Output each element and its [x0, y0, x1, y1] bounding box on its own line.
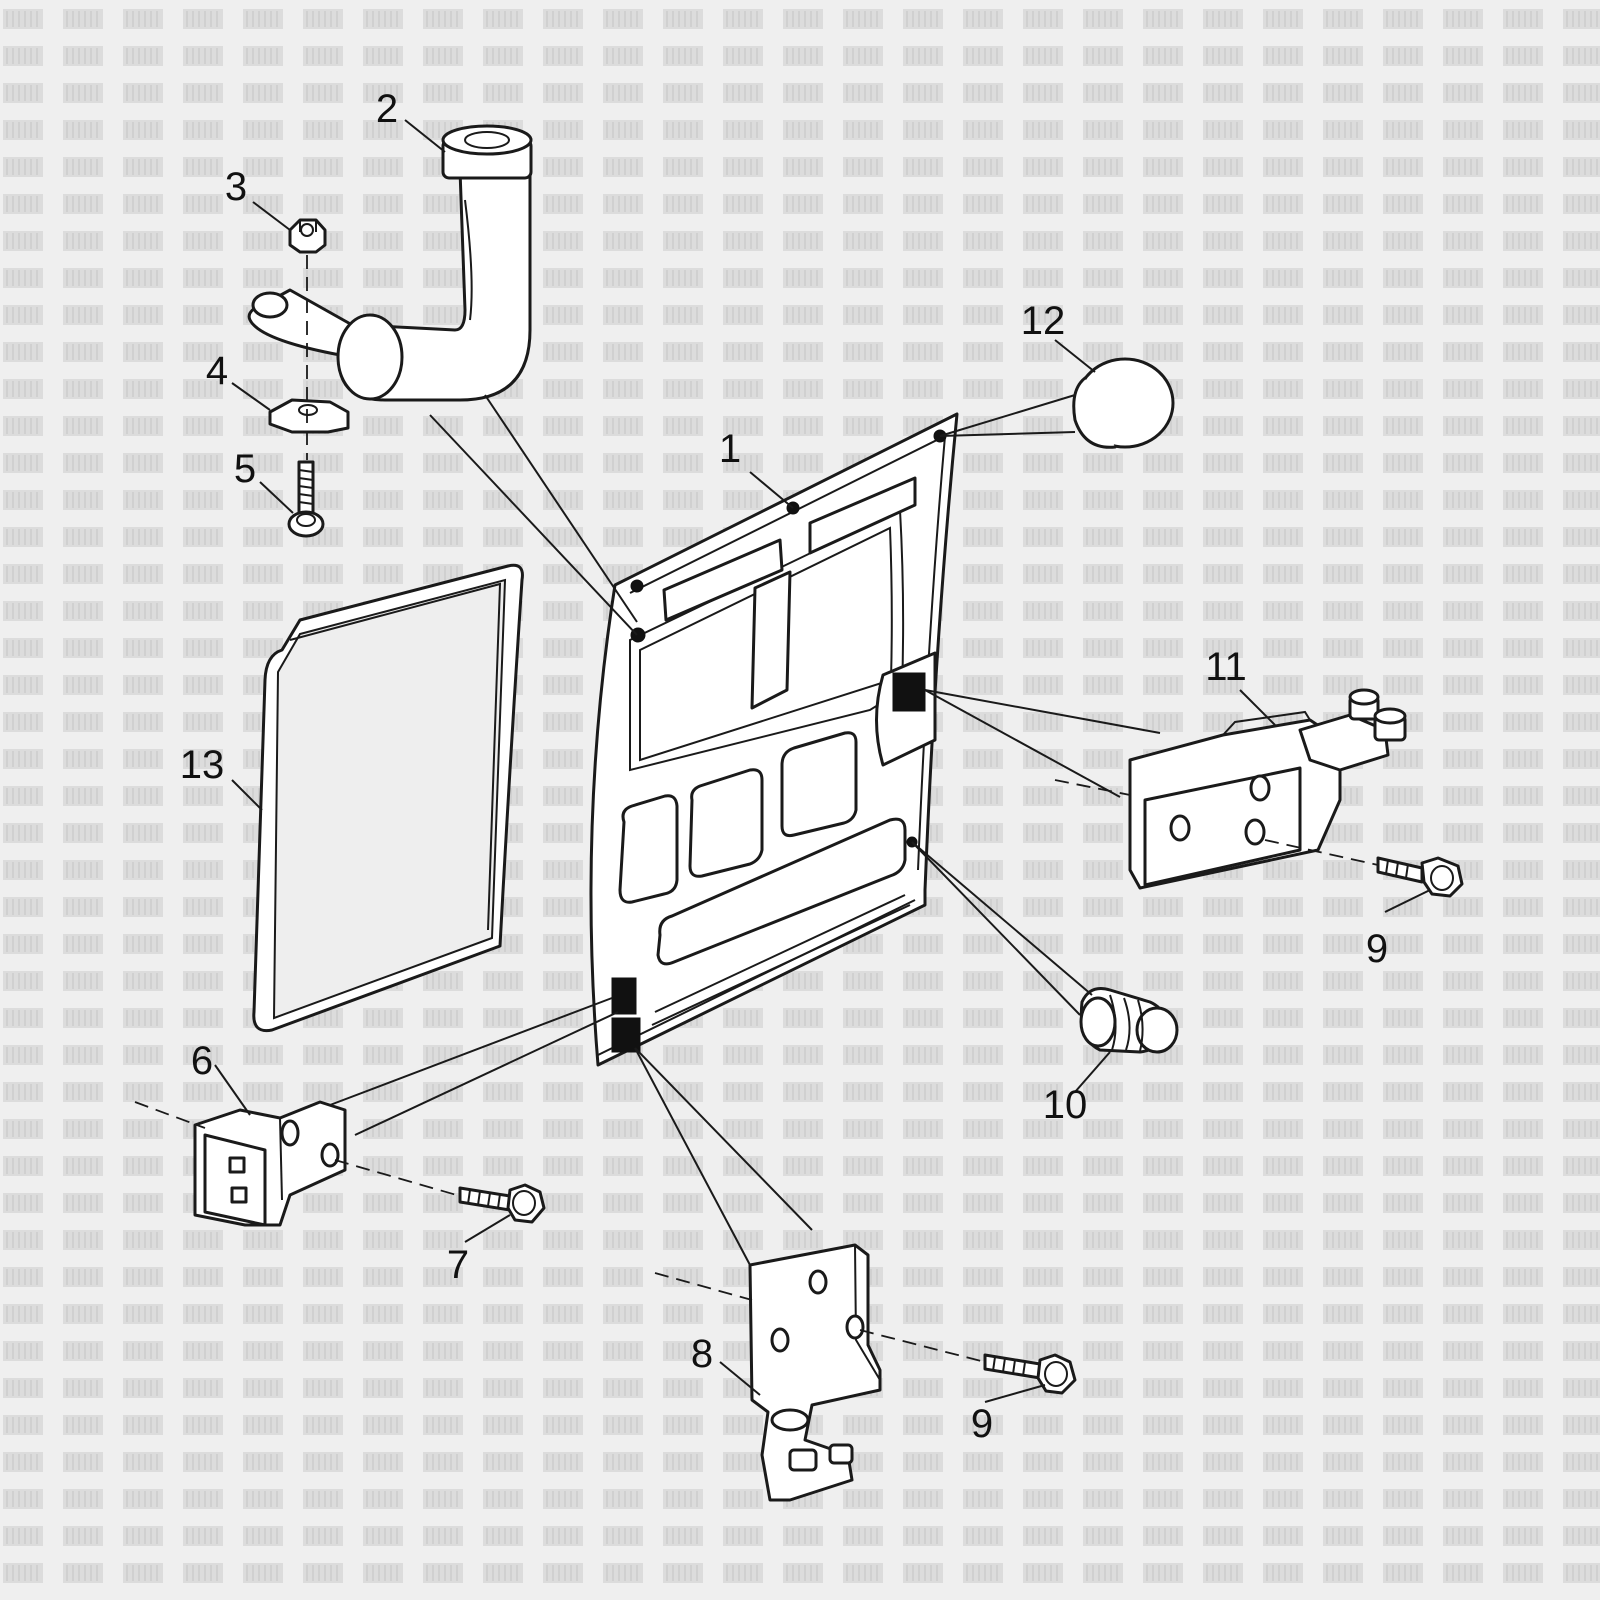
callout-1: 1: [718, 427, 742, 471]
callout-3: 3: [224, 165, 248, 209]
callout-13: 13: [179, 743, 225, 787]
callout-9-upper: 9: [1365, 927, 1389, 971]
callout-5: 5: [233, 447, 257, 491]
callout-8: 8: [690, 1332, 714, 1376]
callout-2: 2: [375, 87, 399, 131]
part-3-nut: [290, 220, 325, 252]
callout-9-lower: 9: [970, 1402, 994, 1446]
callout-6: 6: [190, 1039, 214, 1083]
callout-11: 11: [1205, 645, 1247, 689]
callout-10: 10: [1042, 1083, 1088, 1127]
part-12-round-cap: [1074, 359, 1173, 447]
callout-12: 12: [1020, 299, 1066, 343]
part-4-clip: [270, 400, 348, 432]
callout-7: 7: [446, 1243, 470, 1287]
callout-4: 4: [205, 349, 229, 393]
